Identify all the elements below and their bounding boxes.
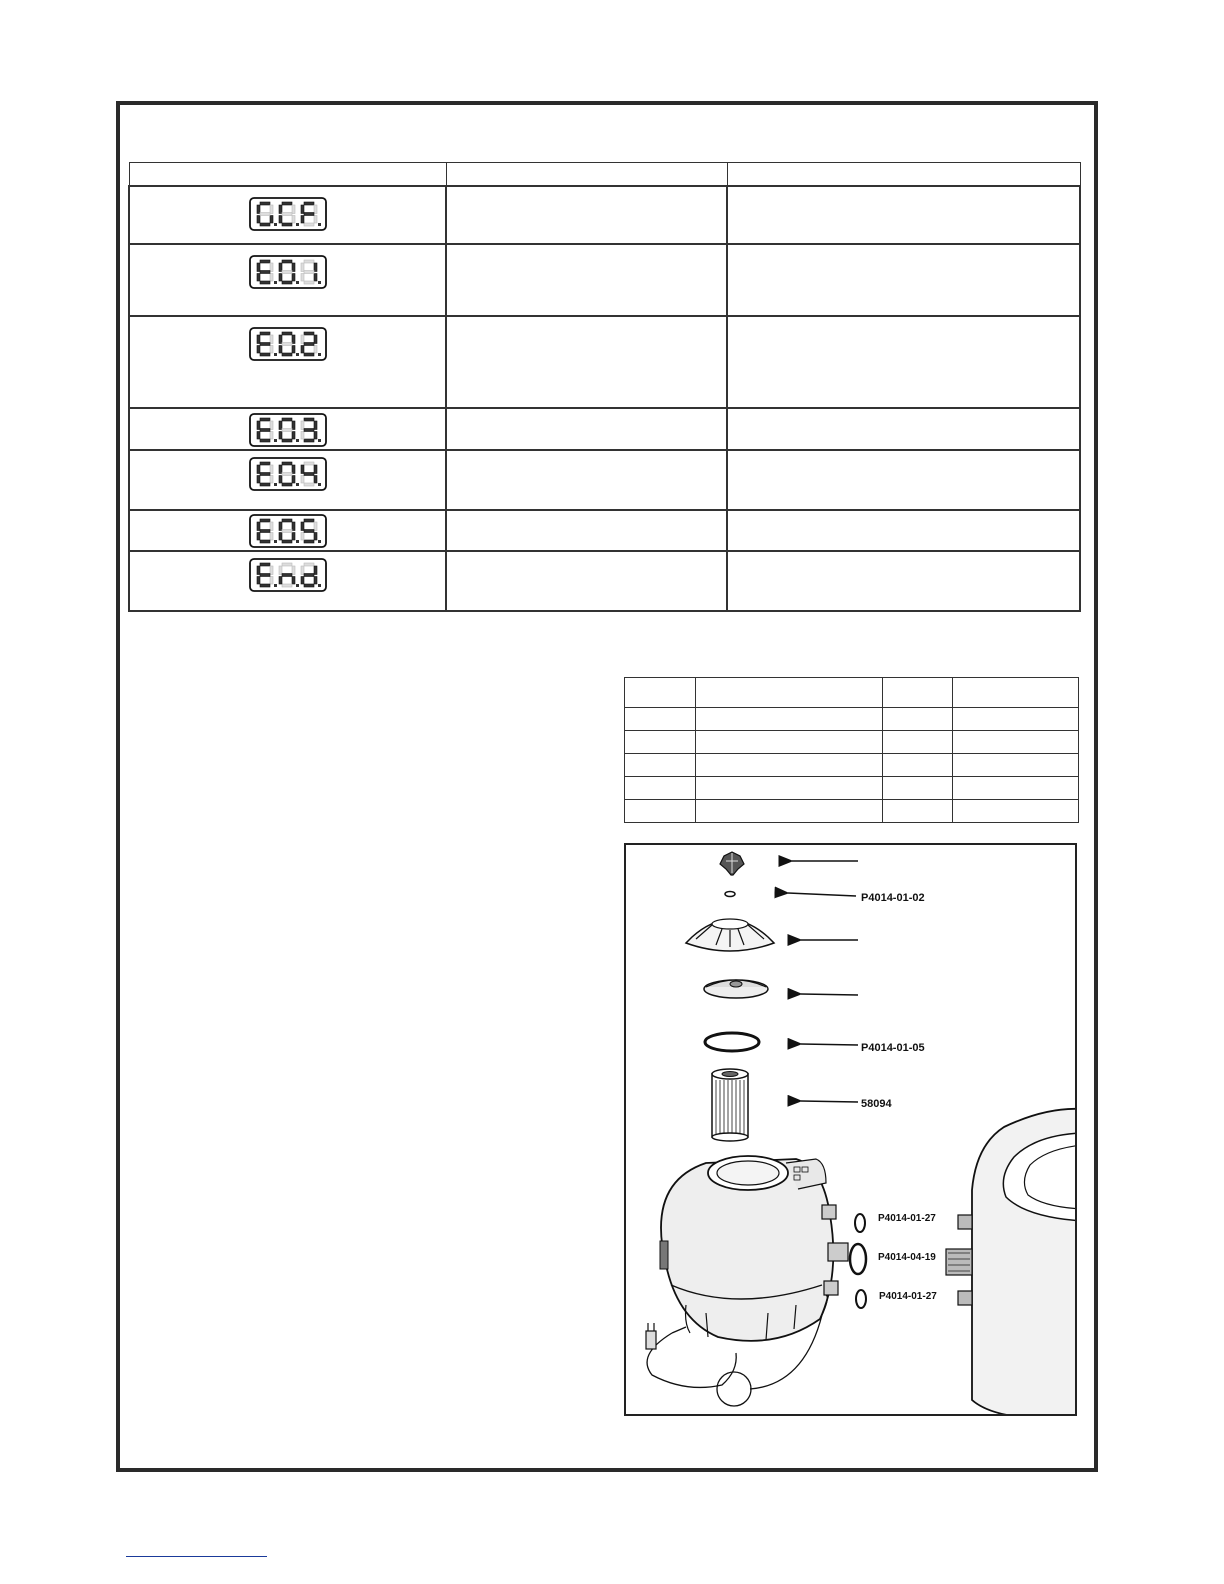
parts-table-row: [625, 708, 1079, 731]
display-segment: [301, 335, 304, 344]
display-segment: [279, 476, 282, 484]
display-segment: [304, 260, 314, 263]
display-segment: [257, 421, 260, 430]
display-segment: [301, 476, 304, 484]
display-segment: [260, 519, 270, 522]
seven-segment-display-icon: [249, 197, 327, 231]
error-row-e01: [129, 244, 1080, 316]
arrow-part-4: [801, 994, 858, 995]
display-segment: [257, 566, 260, 575]
parts-cell: [696, 708, 883, 731]
display-segment: [279, 432, 282, 440]
display-segment: [304, 519, 314, 522]
header-cell-solution: [727, 163, 1080, 187]
display-segment: [257, 533, 260, 541]
fitting-o-ring-icon: [855, 1214, 865, 1232]
parts-cell: [883, 708, 953, 731]
display-segment: [282, 584, 292, 587]
display-segment: [314, 346, 317, 354]
filter-lid-icon: [704, 980, 768, 998]
display-segment: [304, 281, 314, 284]
display-segment: [301, 216, 304, 224]
parts-cell: [883, 800, 953, 823]
seven-segment-display-icon: [249, 413, 327, 447]
display-segment: [260, 343, 270, 346]
exploded-parts-diagram-drawing: [626, 845, 1077, 1416]
error-code-cell: [129, 244, 446, 316]
display-segment: [270, 465, 273, 474]
footer-link-underline: [126, 1556, 267, 1557]
error-solution-cell: [727, 244, 1080, 316]
parts-table-row: [625, 754, 1079, 777]
display-segment: [257, 476, 260, 484]
display-segment: [270, 432, 273, 440]
parts-header-cell: [953, 678, 1079, 708]
parts-table-header-row: [625, 678, 1079, 708]
part-label-p4014-01-27-top: P4014-01-27: [878, 1213, 936, 1224]
display-segment: [304, 343, 314, 346]
display-segment: [292, 577, 295, 585]
parts-cell: [625, 777, 696, 800]
display-segment: [260, 332, 270, 335]
display-segment: [301, 577, 304, 585]
display-segment: [260, 353, 270, 356]
parts-cell: [883, 754, 953, 777]
display-segment: [304, 530, 314, 533]
parts-table-row: [625, 731, 1079, 754]
error-table-header-row: [129, 163, 1080, 187]
display-segment: [279, 566, 282, 575]
display-segment: [257, 335, 260, 344]
display-segment: [314, 566, 317, 575]
display-segment: [270, 533, 273, 541]
display-segment: [301, 522, 304, 531]
display-decimal-point: [274, 540, 277, 543]
display-segment: [260, 223, 270, 226]
display-segment: [257, 522, 260, 531]
filter-cartridge-icon: [712, 1069, 748, 1141]
error-solution-cell: [727, 186, 1080, 244]
display-decimal-point: [274, 223, 277, 226]
filter-cover-icon: [686, 919, 774, 951]
error-cause-cell: [446, 408, 727, 450]
display-segment: [282, 540, 292, 543]
display-decimal-point: [296, 223, 299, 226]
display-decimal-point: [318, 540, 321, 543]
display-segment: [270, 274, 273, 282]
display-segment: [260, 418, 270, 421]
error-cause-cell: [446, 244, 727, 316]
display-segment: [301, 205, 304, 214]
display-segment: [270, 263, 273, 272]
display-decimal-point: [318, 439, 321, 442]
display-segment: [301, 421, 304, 430]
error-row-end: [129, 551, 1080, 611]
error-code-cell: [129, 551, 446, 611]
spa-tub-icon: [946, 1109, 1077, 1416]
fitting-seal-icon: [850, 1244, 866, 1274]
parts-cell: [625, 754, 696, 777]
display-segment: [260, 462, 270, 465]
parts-cell: [953, 754, 1079, 777]
display-decimal-point: [318, 353, 321, 356]
display-segment: [301, 346, 304, 354]
display-segment: [260, 281, 270, 284]
error-code-cell: [129, 316, 446, 408]
display-segment: [270, 216, 273, 224]
display-segment: [282, 202, 292, 205]
parts-cell: [696, 800, 883, 823]
display-segment: [260, 540, 270, 543]
display-segment: [257, 432, 260, 440]
error-solution-cell: [727, 551, 1080, 611]
display-segment: [257, 346, 260, 354]
display-decimal-point: [296, 281, 299, 284]
parts-cell: [696, 754, 883, 777]
display-segment: [270, 566, 273, 575]
small-washer-icon: [725, 892, 735, 897]
parts-cell: [953, 800, 1079, 823]
display-decimal-point: [296, 483, 299, 486]
display-segment: [282, 343, 292, 346]
display-decimal-point: [318, 584, 321, 587]
display-segment: [304, 223, 314, 226]
display-segment: [270, 346, 273, 354]
error-solution-cell: [727, 510, 1080, 551]
display-segment: [282, 332, 292, 335]
display-segment: [260, 439, 270, 442]
display-segment: [292, 476, 295, 484]
display-segment: [260, 260, 270, 263]
display-decimal-point: [296, 353, 299, 356]
cap-knob-icon: [720, 852, 744, 875]
display-segment: [304, 202, 314, 205]
display-segment: [279, 533, 282, 541]
display-segment: [282, 271, 292, 274]
parts-cell: [953, 731, 1079, 754]
display-segment: [282, 429, 292, 432]
display-decimal-point: [296, 584, 299, 587]
display-segment: [304, 462, 314, 465]
display-segment: [282, 213, 292, 216]
display-segment: [292, 263, 295, 272]
display-segment: [304, 332, 314, 335]
o-ring-icon: [705, 1033, 759, 1051]
display-segment: [314, 522, 317, 531]
display-segment: [304, 483, 314, 486]
display-segment: [314, 476, 317, 484]
display-segment: [257, 205, 260, 214]
error-solution-cell: [727, 316, 1080, 408]
display-segment: [260, 563, 270, 566]
display-segment: [301, 432, 304, 440]
part-label-p4014-01-27-bottom: P4014-01-27: [879, 1291, 937, 1302]
display-segment: [279, 465, 282, 474]
error-row-gcf: [129, 186, 1080, 244]
display-segment: [257, 577, 260, 585]
display-segment: [270, 421, 273, 430]
display-segment: [279, 205, 282, 214]
display-segment: [282, 530, 292, 533]
seven-segment-display-icon: [249, 327, 327, 361]
display-decimal-point: [318, 281, 321, 284]
display-segment: [314, 465, 317, 474]
display-segment: [301, 566, 304, 575]
display-decimal-point: [274, 281, 277, 284]
display-segment: [260, 530, 270, 533]
display-segment: [279, 216, 282, 224]
display-segment: [260, 473, 270, 476]
parts-table-row: [625, 777, 1079, 800]
display-segment: [314, 216, 317, 224]
parts-header-cell: [883, 678, 953, 708]
exploded-parts-diagram: [624, 843, 1077, 1416]
display-segment: [314, 577, 317, 585]
display-segment: [282, 483, 292, 486]
display-segment: [292, 421, 295, 430]
part-label-p4014-01-05: P4014-01-05: [861, 1042, 925, 1054]
display-segment: [314, 263, 317, 272]
display-segment: [282, 563, 292, 566]
display-segment: [270, 522, 273, 531]
error-cause-cell: [446, 510, 727, 551]
display-segment: [301, 274, 304, 282]
display-segment: [282, 418, 292, 421]
parts-header-cell: [696, 678, 883, 708]
display-segment: [257, 216, 260, 224]
display-decimal-point: [274, 584, 277, 587]
parts-cell: [953, 777, 1079, 800]
parts-cell: [883, 777, 953, 800]
parts-table-row: [625, 800, 1079, 823]
display-segment: [304, 584, 314, 587]
display-segment: [292, 465, 295, 474]
display-segment: [279, 335, 282, 344]
header-cell-code: [129, 163, 446, 187]
error-row-e04: [129, 450, 1080, 510]
arrow-part-5: [801, 1044, 858, 1045]
parts-header-cell: [625, 678, 696, 708]
display-segment: [270, 335, 273, 344]
parts-cell: [625, 708, 696, 731]
error-code-cell: [129, 408, 446, 450]
display-segment: [282, 574, 292, 577]
display-segment: [257, 263, 260, 272]
display-segment: [279, 263, 282, 272]
error-cause-cell: [446, 450, 727, 510]
display-decimal-point: [318, 223, 321, 226]
display-segment: [292, 216, 295, 224]
display-segment: [279, 421, 282, 430]
display-segment: [282, 473, 292, 476]
error-row-e05: [129, 510, 1080, 551]
display-segment: [260, 574, 270, 577]
display-segment: [270, 205, 273, 214]
display-segment: [304, 473, 314, 476]
error-cause-cell: [446, 316, 727, 408]
display-segment: [292, 533, 295, 541]
display-segment: [314, 421, 317, 430]
display-segment: [304, 439, 314, 442]
display-decimal-point: [318, 483, 321, 486]
display-segment: [314, 533, 317, 541]
part-label-p4014-04-19: P4014-04-19: [878, 1252, 936, 1263]
header-cell-cause: [446, 163, 727, 187]
display-decimal-point: [296, 540, 299, 543]
display-segment: [314, 432, 317, 440]
display-segment: [282, 519, 292, 522]
seven-segment-display-icon: [249, 457, 327, 491]
error-code-cell: [129, 510, 446, 551]
display-segment: [260, 213, 270, 216]
display-decimal-point: [296, 439, 299, 442]
display-segment: [260, 483, 270, 486]
display-segment: [292, 522, 295, 531]
pump-body-icon: [660, 1156, 848, 1341]
display-segment: [270, 476, 273, 484]
parts-cell: [696, 777, 883, 800]
display-segment: [257, 465, 260, 474]
display-segment: [292, 566, 295, 575]
display-segment: [301, 465, 304, 474]
display-segment: [279, 577, 282, 585]
error-code-table: [128, 162, 1081, 612]
error-row-e03: [129, 408, 1080, 450]
display-segment: [301, 263, 304, 272]
display-segment: [282, 439, 292, 442]
error-row-e02: [129, 316, 1080, 408]
display-segment: [292, 432, 295, 440]
display-segment: [304, 574, 314, 577]
part-label-p4014-01-02: P4014-01-02: [861, 892, 925, 904]
error-cause-cell: [446, 186, 727, 244]
display-segment: [260, 584, 270, 587]
display-decimal-point: [274, 353, 277, 356]
display-segment: [304, 418, 314, 421]
display-segment: [292, 335, 295, 344]
display-segment: [257, 274, 260, 282]
display-segment: [260, 271, 270, 274]
arrow-part-2: [788, 893, 856, 896]
parts-cell: [696, 731, 883, 754]
display-segment: [279, 346, 282, 354]
display-segment: [279, 522, 282, 531]
display-segment: [304, 213, 314, 216]
seven-segment-display-icon: [249, 514, 327, 548]
display-decimal-point: [274, 483, 277, 486]
fitting-o-ring-icon: [856, 1290, 866, 1308]
error-cause-cell: [446, 551, 727, 611]
error-solution-cell: [727, 450, 1080, 510]
display-segment: [260, 202, 270, 205]
display-segment: [314, 335, 317, 344]
display-segment: [292, 346, 295, 354]
part-label-58094: 58094: [861, 1098, 892, 1110]
display-segment: [282, 223, 292, 226]
display-segment: [270, 577, 273, 585]
display-segment: [301, 533, 304, 541]
error-code-cell: [129, 450, 446, 510]
display-segment: [304, 429, 314, 432]
parts-list-table: [624, 677, 1079, 823]
display-segment: [304, 540, 314, 543]
display-segment: [282, 353, 292, 356]
display-segment: [314, 274, 317, 282]
display-segment: [304, 563, 314, 566]
display-segment: [260, 429, 270, 432]
display-decimal-point: [274, 439, 277, 442]
display-segment: [292, 205, 295, 214]
display-segment: [314, 205, 317, 214]
display-segment: [292, 274, 295, 282]
seven-segment-display-icon: [249, 255, 327, 289]
error-solution-cell: [727, 408, 1080, 450]
error-code-cell: [129, 186, 446, 244]
display-segment: [304, 353, 314, 356]
parts-cell: [625, 800, 696, 823]
display-segment: [282, 462, 292, 465]
parts-cell: [625, 731, 696, 754]
parts-cell: [883, 731, 953, 754]
display-segment: [282, 281, 292, 284]
display-segment: [282, 260, 292, 263]
parts-cell: [953, 708, 1079, 731]
display-segment: [304, 271, 314, 274]
display-segment: [279, 274, 282, 282]
seven-segment-display-icon: [249, 558, 327, 592]
arrow-part-6: [801, 1101, 858, 1102]
